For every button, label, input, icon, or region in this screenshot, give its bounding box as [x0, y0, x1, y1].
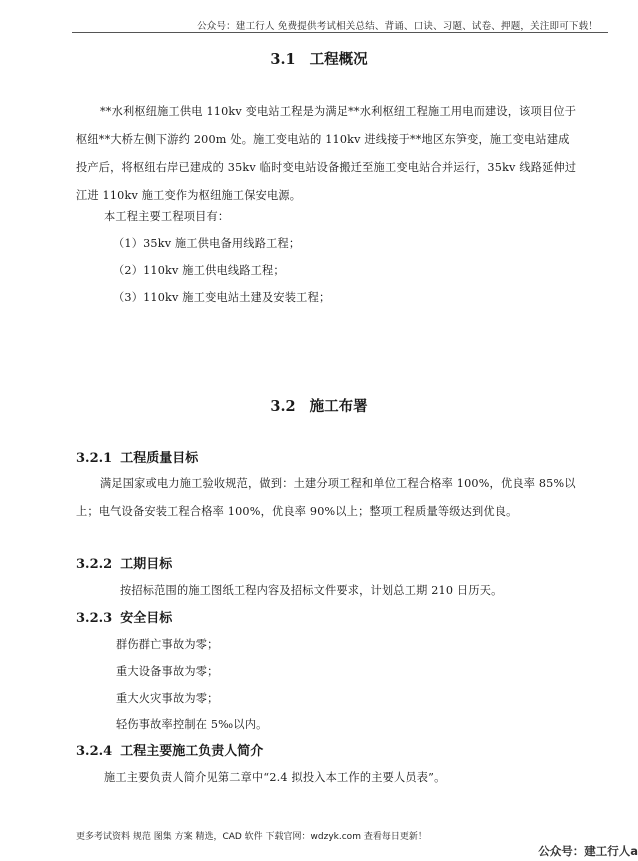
section-3-1-heading: [0, 48, 638, 69]
list-item: （3）110kv 施工变电站土建及安装工程；: [113, 291, 331, 304]
list-item: 重大火灾事故为零；: [116, 692, 219, 705]
subsection-3-2-3-heading: [76, 607, 172, 626]
section-number: 3.2: [270, 398, 296, 415]
subsection-title: 工程质量目标: [120, 451, 199, 466]
subsection-number: 3.2.2: [76, 557, 113, 572]
paragraph-text: 满足国家或电力施工验收规范，做到：土建分项工程和单位工程合格率 100%，优良率 85%以上；电气设备安装工程合格率 100%，优良率 90%以上；整项工程质量等级达到优良。: [76, 477, 576, 518]
subsection-title: 工程主要施工负责人简介: [120, 744, 264, 759]
subsection-title: 安全目标: [120, 611, 173, 626]
header-note: 公众号：建工行人 免费提供考试相关总结、背诵、口诀、习题、试卷、押题，关注即可下载！: [197, 21, 598, 32]
paragraph-text: **水利枢纽施工供电 110kv 变电站工程是为满足**水利枢纽工程施工用电而建设，该项目位于枢纽**大桥左侧下游约 200m 处。施工变电站的 110kv 进线接于**地区东笋变，施工变电站建成投产后，将枢纽右岸已建成的 35kv 临时变电站设备搬迁至施工变电站合并运行，35kv 线路延伸过江进 110kv 施工变作为枢纽施工保安电源。: [76, 105, 577, 202]
section-title: 施工布署: [309, 399, 368, 415]
footer-note: 更多考试资料 规范 图集 方案 精选，CAD 软件 下载官网：wdzyk.com 查看每日更新！: [76, 832, 427, 842]
subsection-title: 工期目标: [120, 557, 173, 572]
section-3-2-heading: [0, 395, 638, 416]
footer-watermark: 公众号：建工行人a: [538, 844, 638, 858]
section-number: 3.1: [270, 51, 296, 68]
list-item: （2）110kv 施工供电线路工程；: [113, 264, 285, 277]
subsection-3-2-4-paragraph: 施工主要负责人简介见第二章中“2.4 拟投入本工作的主要人员表”。: [104, 771, 446, 784]
section-title: 工程概况: [309, 52, 368, 68]
list-item: 轻伤事故率控制在 5‰以内。: [116, 718, 268, 731]
subsection-3-2-2-heading: [76, 553, 172, 572]
header-divider: [72, 32, 608, 33]
subsection-3-2-4-heading: [76, 740, 263, 759]
subsection-number: 3.2.3: [76, 611, 113, 626]
subsection-3-2-1-heading: [76, 447, 198, 466]
items-intro: 本工程主要工程项目有：: [104, 210, 230, 223]
subsection-number: 3.2.4: [76, 744, 113, 759]
list-item: 群伤群亡事故为零；: [116, 638, 219, 651]
subsection-3-2-1-paragraph: [76, 470, 578, 526]
subsection-3-2-2-paragraph: 按招标范围的施工图纸工程内容及招标文件要求，计划总工期 210 日历天。: [120, 584, 503, 597]
list-item: （1）35kv 施工供电备用线路工程；: [113, 237, 301, 250]
section-3-1-paragraph: [76, 98, 578, 210]
subsection-number: 3.2.1: [76, 451, 113, 466]
list-item: 重大设备事故为零；: [116, 665, 219, 678]
